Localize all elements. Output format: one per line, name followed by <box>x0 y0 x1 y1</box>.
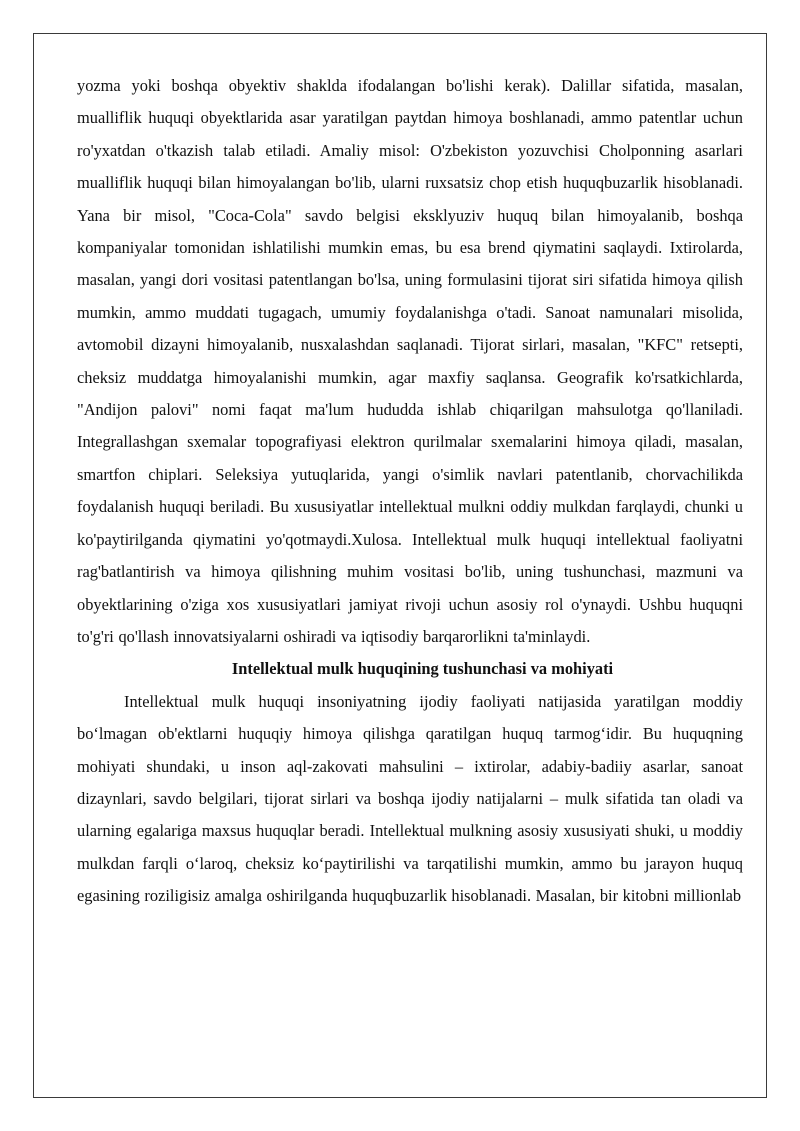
body-paragraph: Intellektual mulk huquqi insoniyatning ijodiy faoliyati natijasida yaratilgan moddiy bo‘lmagan ob'ektlarni huquqiy himoya qilishga qaratilgan huquq tarmog‘idir. Bu huquqning mohiyati shundaki, u inson aql-zakovati mahsulini – ixtirolar, adabiy-badiiy asarlar, sanoat dizaynlari, savdo belgilari, tijorat sirlari va boshqa ijodiy natijalarni – mulk sifatida tan oladi va ularning egalariga maxsus huquqlar beradi. Intellektual mulkning asosiy xususiyati shuki, u moddiy mulkdan farqli o‘laroq, cheksiz ko‘paytirilishi va tarqatilishi mumkin, ammo bu jarayon huquq egasining roziligisiz amalga oshirilganda huquqbuzarlik hisoblanadi. Masalan, bir kitobni millionlab <box>77 691 743 906</box>
body-paragraph: yozma yoki boshqa obyektiv shaklda ifodalangan bo'lishi kerak). Dalillar sifatida, masalan, mualliflik huquqi obyektlarida asar yaratilgan paytdan himoya boshlanadi, ammo patentlar uchun ro'yxatdan o'tkazish talab etiladi. Amaliy misol: O'zbekiston yozuvchisi Cholponning asarlari mualliflik huquqi bilan himoyalangan bo'lib, ularni ruxsatsiz chop etish huquqbuzarlik hisoblanadi. Yana bir misol, "Coca-Cola" savdo belgisi eksklyuziv huquq bilan himoyalanib, boshqa kompaniyalar tomonidan ishlatilishi mumkin emas, bu esa brend qiymatini saqlaydi. Ixtirolarda, masalan, yangi dori vositasi patentlangan bo'lsa, uning formulasini tijorat siri sifatida himoya qilish mumkin, ammo muddati tugagach, umumiy foydalanishga o'tadi. Sanoat namunalari misolida, avtomobil dizayni himoyalanib, nusxalashdan saqlanadi. Tijorat sirlari, masalan, "KFC" retsepti, cheksiz muddatga himoyalanishi mumkin, agar maxfiy saqlansa. Geografik ko'rsatkichlarda, "Andijon palovi" nomi faqat ma'lum hududda ishlab chiqarilgan mahsulotga qo'llaniladi. Integrallashgan sxemalar topografiyasi elektron qurilmalar sxemalarini himoya qiladi, masalan, smartfon chiplari. Seleksiya yutuqlarida, yangi o'simlik navlari patentlanib, chorvachilikda foydalanish huquqi beriladi. Bu xususiyatlar intellektual mulkni oddiy mulkdan farqlaydi, chunki u ko'paytirilganda qiymatini yo'qotmaydi.Xulosa. Intellektual mulk huquqi intellektual faoliyatni rag'batlantirish va himoya qilishning muhim vositasi bo'lib, uning tushunchasi, mazmuni va obyektlarining o'ziga xos xususiyatlari jamiyat rivoji uchun asosiy rol o'ynaydi. Ushbu huquqni to'g'ri qo'llash innovatsiyalarni oshiradi va iqtisodiy barqarorlikni ta'minlaydi. <box>77 76 743 646</box>
section-heading: Intellektual mulk huquqining tushunchasi va mohiyati <box>231 659 614 679</box>
document-body <box>77 70 743 913</box>
